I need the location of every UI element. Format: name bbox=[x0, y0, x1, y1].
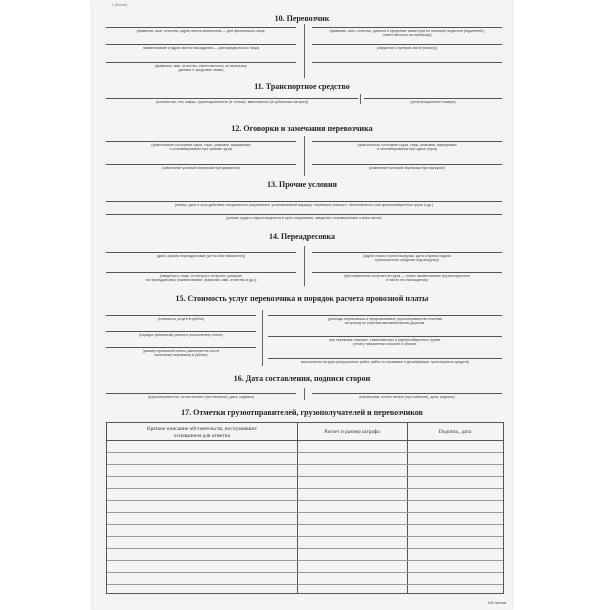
table-row[interactable] bbox=[107, 560, 503, 561]
s11-field-a[interactable] bbox=[106, 98, 358, 99]
s15-caption-c: (размер провозной платы (заполняется после bbox=[142, 349, 220, 353]
s10-field-c[interactable] bbox=[312, 27, 502, 28]
s10-caption-c: (фамилия, имя, отчество, данные о средствах связи (при их наличии) водителя (водителей), bbox=[329, 29, 485, 33]
s14-field-b[interactable] bbox=[312, 252, 502, 253]
s10-caption-d: ответственного за перевозку) bbox=[382, 33, 432, 37]
section-12-title: 12. Оговорки и замечания перевозчика bbox=[231, 124, 373, 133]
s13-caption-b: (режим труда и отдыха водителя в пути следования, сведения о коммерческих и иных актах) bbox=[226, 216, 382, 220]
s10-caption-f: данные о средствах связи) bbox=[178, 68, 224, 72]
s10-caption-a: (фамилия, имя, отчество, адрес места жительства — для физического лица; bbox=[136, 29, 266, 33]
s12-caption-a: (фактическое состояние груза, тары, упаковки, маркировки bbox=[151, 143, 251, 147]
s14-caption-f: (при изменении получателя груза — новое наименование грузополучателя bbox=[344, 274, 470, 278]
s12-field-c[interactable] bbox=[312, 141, 502, 142]
s16-field-a[interactable] bbox=[106, 393, 296, 394]
table-header-fine: Расчет и размер штрафа bbox=[324, 429, 380, 435]
s15-divider bbox=[262, 310, 263, 366]
s11-field-b[interactable] bbox=[364, 98, 502, 99]
s12-field-f[interactable] bbox=[312, 164, 502, 165]
s10-field-b[interactable] bbox=[106, 44, 296, 45]
s14-caption-c: транспортного средства под выгрузку) bbox=[374, 258, 440, 262]
table-row[interactable] bbox=[107, 572, 503, 573]
s15-caption-h: уплату таможенных пошлин и сборов, bbox=[353, 342, 417, 346]
table-col-divider-2 bbox=[407, 423, 408, 593]
marks-table bbox=[106, 422, 504, 594]
s11-caption-a: (количество, тип, марка, грузоподъемность (в тоннах), вместимость (в кубических метрах)) bbox=[155, 100, 309, 104]
s10-field-h[interactable] bbox=[312, 62, 502, 63]
s12-caption-d: и опломбирования при сдаче груза) bbox=[377, 147, 437, 151]
s10-divider bbox=[304, 24, 305, 78]
footer-sheet-count: 100 листов bbox=[487, 601, 506, 605]
s12-caption-f: (изменение условий перевозки при выгрузке) bbox=[369, 166, 445, 170]
table-row[interactable] bbox=[107, 524, 503, 525]
s14-caption-b: (адрес нового пункта выгрузки, дата и время подачи bbox=[363, 254, 451, 258]
s16-divider bbox=[304, 388, 305, 400]
s15-caption-b: (порядок (механизм) расчета (исчисления) платы) bbox=[139, 333, 223, 337]
s12-caption-e: (изменение условий перевозки при движении) bbox=[162, 166, 240, 170]
s12-caption-c: (фактическое состояние груза, тары, упаковки, маркировки bbox=[357, 143, 457, 147]
s14-field-a[interactable] bbox=[106, 252, 296, 253]
s10-caption-b: наименование и адрес места нахождения — для юридического лица) bbox=[142, 46, 260, 50]
s15-caption-e: (расходы перевозчика и предъявляемые грузоотправителю платежи bbox=[327, 317, 443, 321]
section-14-title: 14. Переадресовка bbox=[268, 232, 336, 241]
table-row[interactable] bbox=[107, 512, 503, 513]
s10-field-a[interactable] bbox=[106, 27, 296, 28]
section-13-title: 13. Прочие условия bbox=[267, 180, 337, 189]
s14-field-d[interactable] bbox=[106, 272, 296, 273]
header-description-line1: Краткое описание обстоятельств, послуживших bbox=[147, 426, 257, 432]
table-header-signature: Подпись, дата bbox=[438, 429, 472, 435]
table-row[interactable] bbox=[107, 476, 503, 477]
waybill-page bbox=[92, 0, 512, 610]
s12-field-a[interactable] bbox=[106, 141, 296, 142]
s15-field-b[interactable] bbox=[106, 331, 256, 332]
table-col-divider-1 bbox=[297, 423, 298, 593]
s13-caption-a: (номер, дата и срок действия специального разрешения, установленный маршрут перевозки опасного, тяжеловесного или крупногабаритного груза и др.) bbox=[174, 203, 434, 207]
table-row[interactable] bbox=[107, 536, 503, 537]
s13-field-a[interactable] bbox=[106, 201, 502, 202]
section-10-title: 10. Перевозчик bbox=[274, 14, 330, 23]
table-row[interactable] bbox=[107, 584, 503, 585]
s14-caption-d: (сведения о лице, от которого получено указание bbox=[159, 274, 243, 278]
s15-caption-f: за проезд по платным автомобильным дорогам, bbox=[344, 321, 426, 325]
table-row[interactable] bbox=[107, 500, 503, 501]
section-15-title: 15. Стоимость услуг перевозчика и порядок расчета провозной платы bbox=[175, 294, 429, 303]
s12-caption-b: и опломбирования при приеме груза) bbox=[169, 147, 233, 151]
s15-field-c[interactable] bbox=[106, 347, 256, 348]
s14-field-f[interactable] bbox=[312, 272, 502, 273]
section-16-title: 16. Дата составления, подписи сторон bbox=[233, 374, 371, 383]
s16-field-b[interactable] bbox=[312, 393, 502, 394]
s15-field-a[interactable] bbox=[106, 315, 256, 316]
s10-field-g[interactable] bbox=[312, 44, 502, 45]
s15-caption-i: выполнение погрузо-разгрузочных работ, работ по промывке и дезинфекции транспортных средств) bbox=[301, 360, 469, 364]
s15-caption-g: при перевозке опасных, тяжеловесных и крупногабаритных грузов, bbox=[328, 338, 442, 342]
s15-field-i[interactable] bbox=[268, 358, 502, 359]
table-header-row-line bbox=[107, 440, 503, 441]
s10-field-e[interactable] bbox=[106, 62, 296, 63]
table-row[interactable] bbox=[107, 488, 503, 489]
s10-caption-e: (фамилия, имя, отчество, ответственного за перевозку, bbox=[154, 64, 248, 68]
header-description-line2: основанием для отметки bbox=[173, 432, 231, 439]
section-11-title: 11. Транспортное средство bbox=[254, 82, 350, 91]
s11-caption-b: (регистрационные номера) bbox=[410, 100, 456, 104]
table-header-description bbox=[107, 426, 297, 439]
s14-divider bbox=[304, 246, 305, 286]
s14-caption-g: и место его нахождения) bbox=[386, 278, 428, 282]
s13-field-b[interactable] bbox=[106, 214, 502, 215]
s15-caption-a: (стоимость услуги в рублях) bbox=[157, 317, 205, 321]
table-row[interactable] bbox=[107, 452, 503, 453]
s10-caption-g: (сведения о путевом листе (номер)) bbox=[376, 46, 438, 50]
top-note: 1 (Копия) bbox=[112, 3, 128, 7]
s15-field-g[interactable] bbox=[268, 336, 502, 337]
s12-divider bbox=[304, 136, 305, 176]
s15-caption-d: окончания перевозки) в рублях) bbox=[154, 353, 208, 357]
s16-caption-a: (грузоотправитель, оттиск печати (при наличии), дата, подпись) bbox=[147, 395, 255, 399]
s15-field-e[interactable] bbox=[268, 315, 502, 316]
table-row[interactable] bbox=[107, 548, 503, 549]
section-17-title: 17. Отметки грузоотправителей, грузополучателей и перевозчиков bbox=[181, 408, 423, 417]
s16-caption-b: (перевозчик, оттиск печати (при наличии), дата, подпись) bbox=[359, 395, 455, 399]
s14-caption-e: на переадресовку (наименование, фамилия, имя, отчество и др.)) bbox=[145, 278, 257, 282]
s14-caption-a: (дата, форма переадресовки (устно или письменно)) bbox=[156, 254, 246, 258]
table-row[interactable] bbox=[107, 464, 503, 465]
s11-divider bbox=[360, 94, 361, 104]
s12-field-e[interactable] bbox=[106, 164, 296, 165]
